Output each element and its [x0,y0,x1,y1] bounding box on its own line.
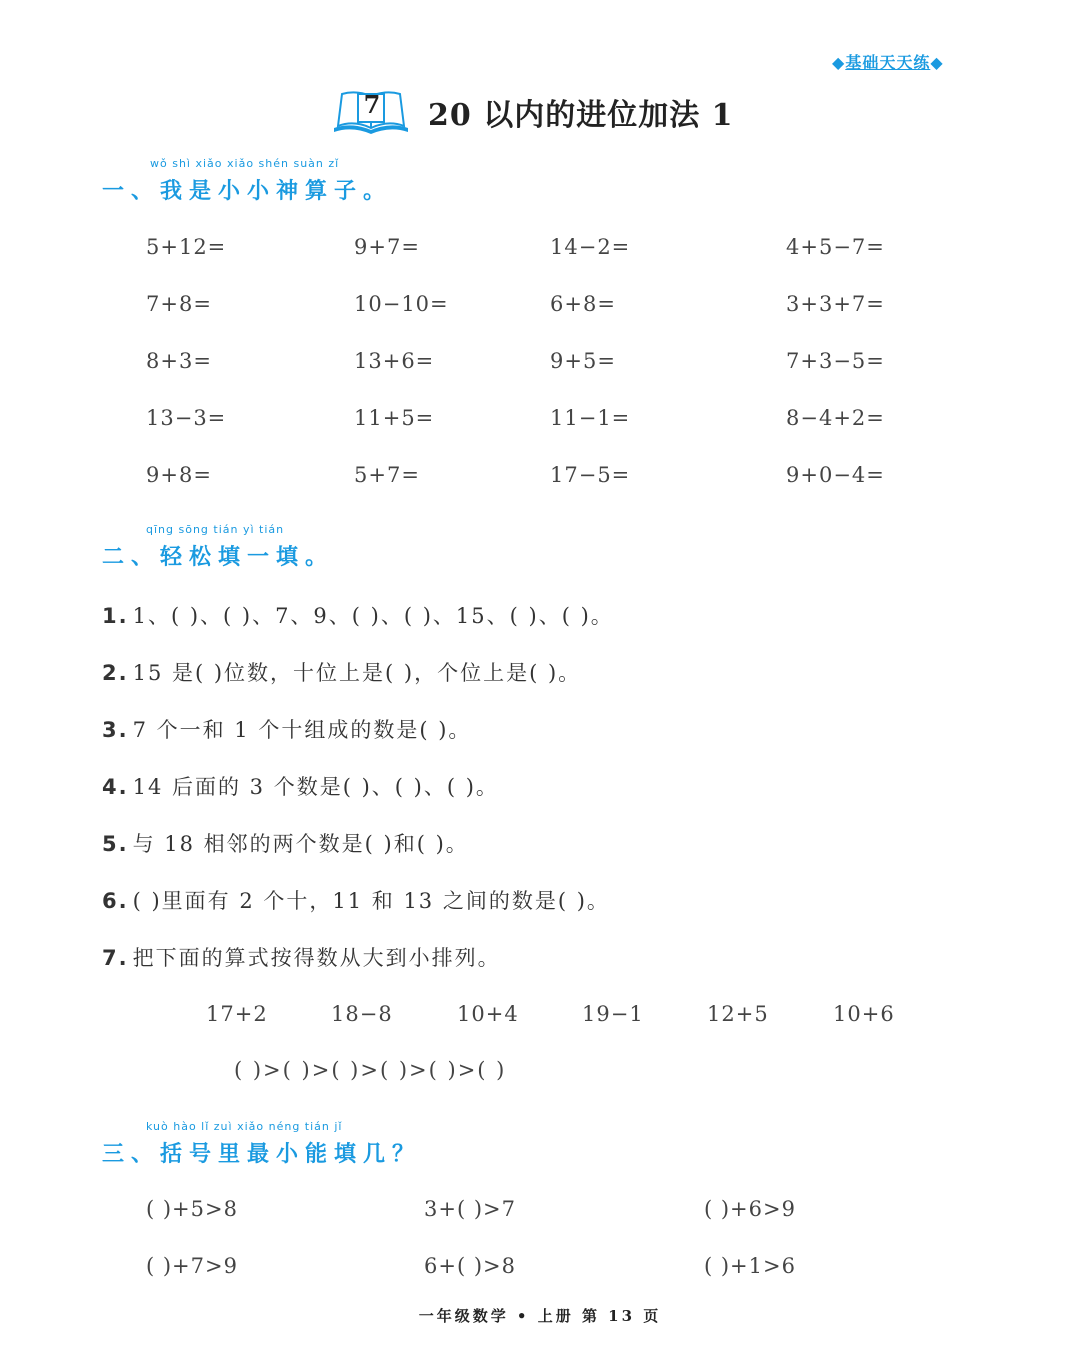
equation: 8+3= [146,349,212,373]
question-text: ( )里面有 2 个十，11 和 13 之间的数是( )。 [132,889,610,913]
question-number: 2. [102,661,129,685]
question-3 [102,714,471,744]
inequality: 6+( )>8 [424,1254,516,1278]
equation: 8−4+2= [786,406,885,430]
equation: 17−5= [550,463,631,487]
question-text: 与 18 相邻的两个数是( )和( )。 [132,832,469,856]
header-tag-label: 基础天天练 [845,53,931,72]
section1-pinyin: wǒ shì xiǎo xiǎo shén suàn zǐ [150,157,340,170]
lesson-title: 20 以内的进位加法 1 [428,98,734,133]
equation: 7+8= [146,292,212,316]
lesson-number: 7 [363,90,381,119]
order-item: 10+4 [457,1002,519,1026]
equation: 9+8= [146,463,212,487]
inequality: ( )+6>9 [704,1197,796,1221]
section1-title: 一、我是小小神算子。 [102,179,393,204]
equation: 13+6= [354,349,435,373]
question-number: 6. [102,889,129,913]
question-number: 4. [102,775,129,799]
order-item: 18−8 [331,1002,393,1026]
equation: 14−2= [550,235,631,259]
diamond-icon: ◆ [832,53,846,72]
inequality: 3+( )>7 [424,1197,516,1221]
order-item: 17+2 [206,1002,268,1026]
equation: 7+3−5= [786,349,885,373]
equation: 9+5= [550,349,616,373]
equation: 5+7= [354,463,420,487]
question-5 [102,828,469,858]
question-text: 7 个一和 1 个十组成的数是( )。 [132,718,472,742]
equation: 5+12= [146,235,227,259]
inequality: ( )+1>6 [704,1254,796,1278]
equation: 4+5−7= [786,235,885,259]
question-text: 14 后面的 3 个数是( )、( )、( )。 [132,775,499,799]
question-6 [102,885,610,915]
header-tag [832,50,944,73]
question-number: 7. [102,946,129,970]
question-text: 15 是( )位数，十位上是( )，个位上是( )。 [132,661,582,685]
question-number: 5. [102,832,129,856]
diamond-icon: ◆ [930,53,944,72]
question-7 [102,942,501,972]
question-text: 1、( )、( )、7、9、( )、( )、15、( )、( )。 [132,604,614,628]
equation: 6+8= [550,292,616,316]
equation: 3+3+7= [786,292,885,316]
section2-title: 二、轻松填一填。 [102,545,335,570]
question-2 [102,657,581,687]
inequality: ( )+7>9 [146,1254,238,1278]
question-4 [102,771,499,801]
equation: 9+7= [354,235,420,259]
page-footer: 一年级数学 • 上册 第 13 页 [418,1307,662,1325]
order-item: 19−1 [582,1002,644,1026]
inequality: ( )+5>8 [146,1197,238,1221]
question-number: 3. [102,718,129,742]
equation: 9+0−4= [786,463,885,487]
order-item: 10+6 [833,1002,895,1026]
section3-title: 三、括号里最小能填几？ [102,1142,422,1167]
equation: 11+5= [354,406,435,430]
question-number: 1. [102,604,129,628]
section2-pinyin: qīng sōng tián yì tián [146,523,285,536]
question-text: 把下面的算式按得数从大到小排列。 [132,946,501,970]
question-1 [102,600,614,630]
section3-pinyin: kuò hào lǐ zuì xiǎo néng tián jǐ [146,1120,343,1133]
equation: 10−10= [354,292,449,316]
order-item: 12+5 [707,1002,769,1026]
equation: 11−1= [550,406,631,430]
order-answer: ( )>( )>( )>( )>( )>( ) [234,1058,507,1082]
equation: 13−3= [146,406,227,430]
